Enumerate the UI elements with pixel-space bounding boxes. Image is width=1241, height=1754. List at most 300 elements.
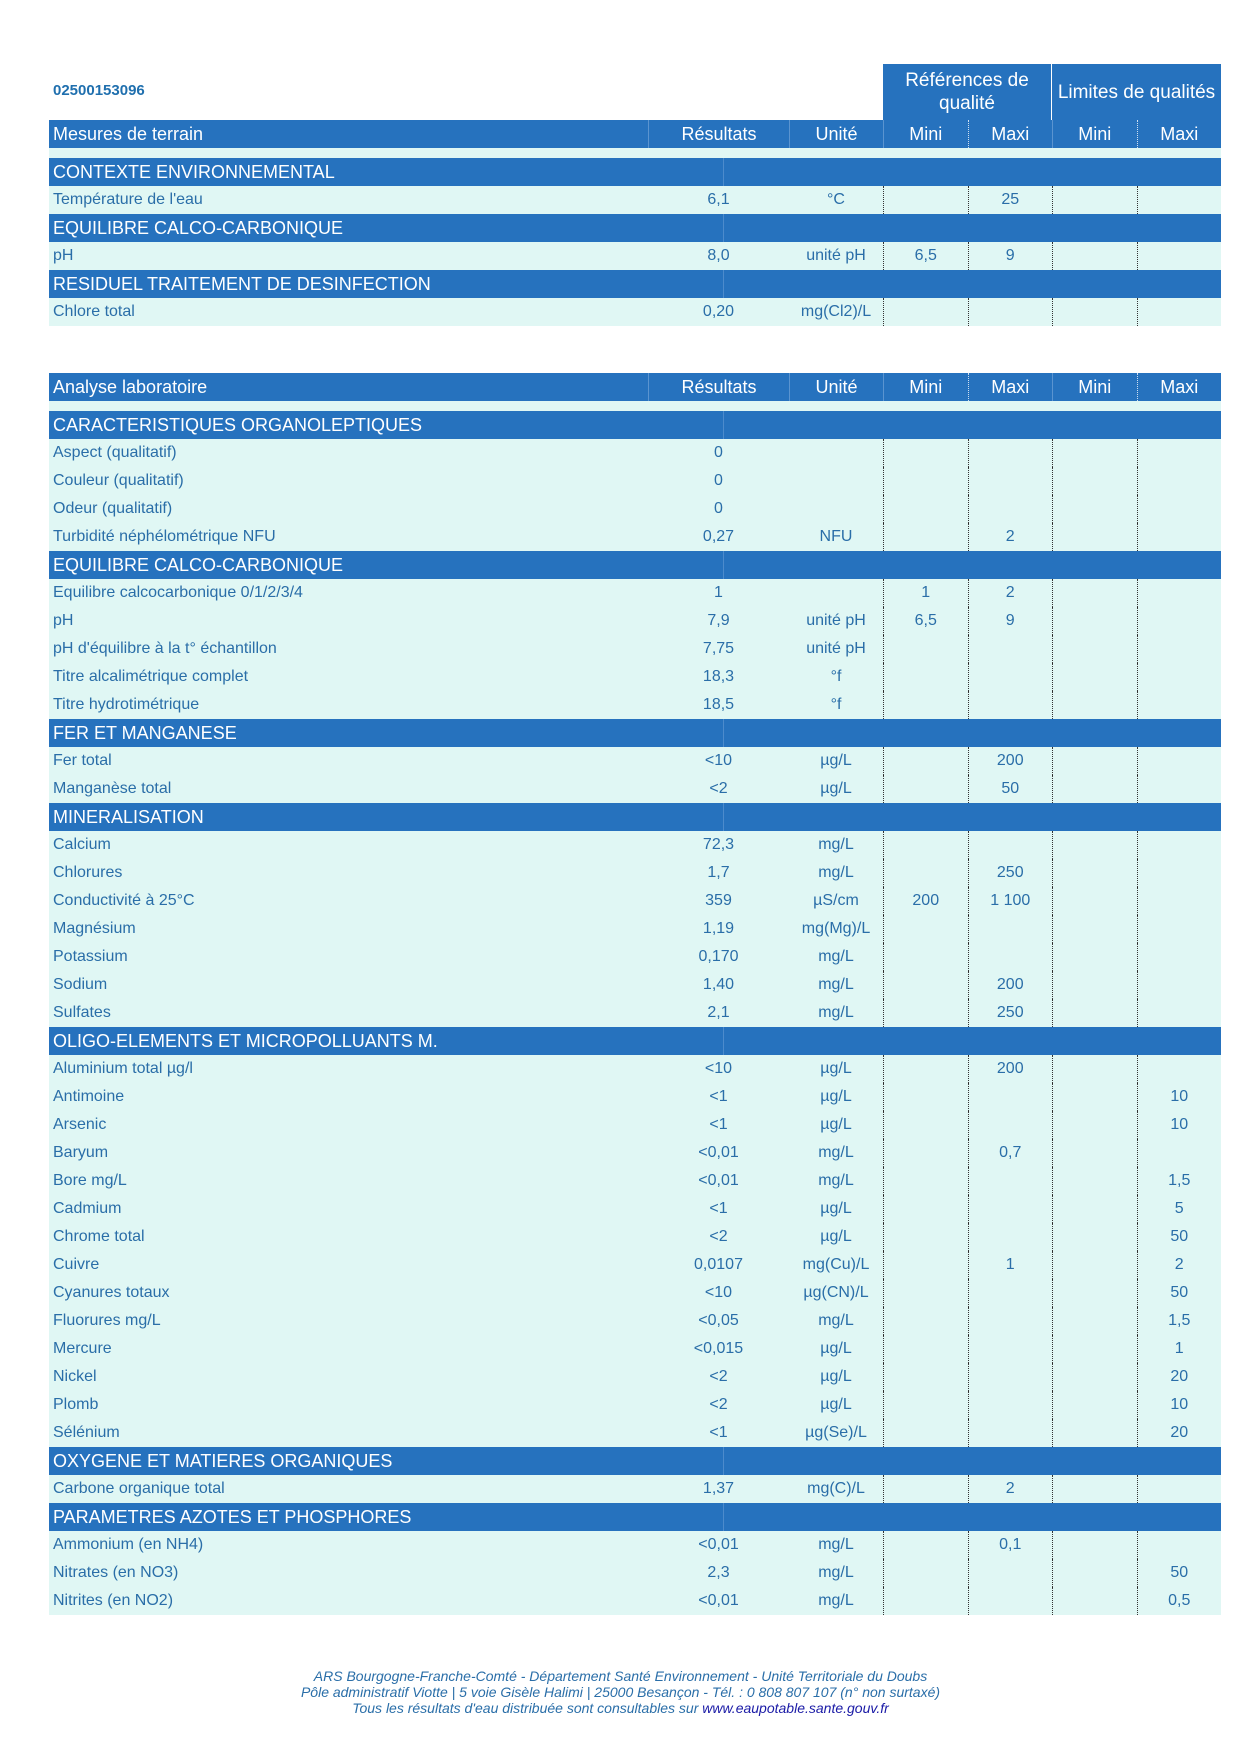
result-cell: 8,0 bbox=[707, 247, 730, 264]
ref-maxi-cell bbox=[968, 495, 1053, 523]
table-row bbox=[49, 943, 1221, 971]
table-row bbox=[49, 242, 1221, 270]
parameter-cell: Plomb bbox=[53, 1396, 99, 1413]
ref-maxi-cell: 2 bbox=[968, 579, 1053, 607]
ref-maxi-cell bbox=[968, 1363, 1053, 1391]
table-row bbox=[49, 1335, 1221, 1363]
limit-maxi-cell bbox=[1137, 859, 1222, 887]
parameter-cell: pH bbox=[53, 247, 74, 264]
result-cell: 7,9 bbox=[707, 612, 730, 629]
limit-maxi-cell bbox=[1137, 1139, 1222, 1167]
ref-mini-cell bbox=[883, 831, 968, 859]
limit-mini-cell bbox=[1052, 1195, 1137, 1223]
ref-mini-cell bbox=[883, 663, 968, 691]
ref-mini-cell bbox=[883, 1531, 968, 1559]
limit-maxi-cell bbox=[1137, 943, 1222, 971]
section-header bbox=[49, 1447, 1221, 1475]
ref-mini-cell bbox=[883, 1335, 968, 1363]
limit-maxi-cell bbox=[1137, 1531, 1222, 1559]
limit-maxi-cell bbox=[1137, 467, 1222, 495]
limit-maxi-cell bbox=[1137, 495, 1222, 523]
section-title: EQUILIBRE CALCO-CARBONIQUE bbox=[49, 551, 724, 579]
limit-maxi-cell bbox=[1137, 523, 1222, 551]
parameter-cell: Antimoine bbox=[53, 1088, 125, 1105]
limit-mini-cell bbox=[1052, 691, 1137, 719]
ref-mini-cell bbox=[883, 1307, 968, 1335]
header-ref-maxi: Maxi bbox=[968, 373, 1053, 401]
limit-maxi-cell bbox=[1137, 298, 1222, 326]
limit-maxi-cell: 20 bbox=[1137, 1363, 1222, 1391]
result-cell: 18,3 bbox=[702, 668, 735, 685]
parameter-cell: Titre alcalimétrique complet bbox=[53, 668, 249, 685]
parameter-cell: Couleur (qualitatif) bbox=[53, 472, 184, 489]
ref-maxi-cell bbox=[968, 1559, 1053, 1587]
footer-line-3: Tous les résultats d'eau distribuée sont consultables sur bbox=[352, 1700, 703, 1716]
unit-cell: µg(Se)/L bbox=[805, 1424, 867, 1441]
section-title: CARACTERISTIQUES ORGANOLEPTIQUES bbox=[49, 411, 724, 439]
section-header bbox=[49, 158, 1221, 186]
unit-cell: mg/L bbox=[818, 836, 854, 853]
limit-mini-cell bbox=[1052, 663, 1137, 691]
section-header bbox=[49, 270, 1221, 298]
ref-mini-cell bbox=[883, 1251, 968, 1279]
limit-maxi-cell: 0,5 bbox=[1137, 1587, 1222, 1615]
unit-cell: mg/L bbox=[818, 1592, 854, 1609]
limit-maxi-cell bbox=[1137, 242, 1222, 270]
ref-maxi-cell bbox=[968, 1391, 1053, 1419]
parameter-cell: Carbone organique total bbox=[53, 1480, 225, 1497]
limit-maxi-cell bbox=[1137, 747, 1222, 775]
table-row bbox=[49, 1111, 1221, 1139]
result-cell: 0,170 bbox=[698, 948, 739, 965]
parameter-cell: Nickel bbox=[53, 1368, 97, 1385]
ref-mini-cell bbox=[883, 999, 968, 1027]
limit-maxi-cell bbox=[1137, 607, 1222, 635]
table-row bbox=[49, 1139, 1221, 1167]
limit-maxi-cell bbox=[1137, 887, 1222, 915]
header-unit: Unité bbox=[789, 373, 883, 401]
limit-mini-cell bbox=[1052, 495, 1137, 523]
parameter-cell: Mercure bbox=[53, 1340, 112, 1357]
limit-mini-cell bbox=[1052, 439, 1137, 467]
table-header-row bbox=[49, 120, 1221, 148]
parameter-cell: Nitrates (en NO3) bbox=[53, 1564, 179, 1581]
limit-maxi-cell bbox=[1137, 663, 1222, 691]
limit-maxi-cell: 10 bbox=[1137, 1391, 1222, 1419]
table-row bbox=[49, 1055, 1221, 1083]
ref-mini-cell bbox=[883, 439, 968, 467]
header-unit: Unité bbox=[789, 120, 883, 148]
limit-mini-cell bbox=[1052, 1391, 1137, 1419]
parameter-cell: Aluminium total µg/l bbox=[53, 1060, 193, 1077]
section-title: RESIDUEL TRAITEMENT DE DESINFECTION bbox=[49, 270, 724, 298]
limites-qualite-header: Limites de qualités bbox=[1052, 64, 1221, 120]
ref-mini-cell: 6,5 bbox=[883, 242, 968, 270]
unit-cell: µg/L bbox=[820, 1200, 852, 1217]
result-cell: 1,40 bbox=[702, 976, 735, 993]
parameter-cell: Sulfates bbox=[53, 1004, 111, 1021]
limit-maxi-cell bbox=[1137, 775, 1222, 803]
table-row bbox=[49, 859, 1221, 887]
result-cell: <1 bbox=[709, 1116, 728, 1133]
section-header bbox=[49, 551, 1221, 579]
ref-mini-cell bbox=[883, 1111, 968, 1139]
ref-mini-cell bbox=[883, 1363, 968, 1391]
unit-cell: µg/L bbox=[820, 780, 852, 797]
result-cell: <0,01 bbox=[698, 1536, 739, 1553]
section-title: MINERALISATION bbox=[49, 803, 724, 831]
ref-mini-cell bbox=[883, 1419, 968, 1447]
ref-maxi-cell: 9 bbox=[968, 607, 1053, 635]
ref-mini-cell bbox=[883, 747, 968, 775]
ref-mini-cell bbox=[883, 1223, 968, 1251]
limit-mini-cell bbox=[1052, 859, 1137, 887]
result-cell: <1 bbox=[709, 1088, 728, 1105]
limit-mini-cell bbox=[1052, 467, 1137, 495]
ref-maxi-cell bbox=[968, 635, 1053, 663]
parameter-cell: Conductivité à 25°C bbox=[53, 892, 195, 909]
header-ref-mini: Mini bbox=[883, 373, 968, 401]
ref-mini-cell bbox=[883, 495, 968, 523]
result-cell: <0,015 bbox=[693, 1340, 744, 1357]
limit-mini-cell bbox=[1052, 635, 1137, 663]
result-cell: 0 bbox=[714, 472, 723, 489]
table-row bbox=[49, 1391, 1221, 1419]
result-cell: 1,37 bbox=[702, 1480, 735, 1497]
ref-maxi-cell: 0,1 bbox=[968, 1531, 1053, 1559]
ref-maxi-cell bbox=[968, 1307, 1053, 1335]
unit-cell: mg/L bbox=[818, 1312, 854, 1329]
ref-mini-cell bbox=[883, 635, 968, 663]
spacer bbox=[49, 401, 1221, 411]
unit-cell: °C bbox=[827, 191, 845, 208]
table-row bbox=[49, 999, 1221, 1027]
header-ref-mini: Mini bbox=[883, 120, 968, 148]
header-parameter: Analyse laboratoire bbox=[53, 376, 208, 397]
unit-cell bbox=[789, 439, 883, 467]
result-cell: <10 bbox=[704, 1060, 733, 1077]
ref-mini-cell bbox=[883, 1083, 968, 1111]
table-row bbox=[49, 831, 1221, 859]
limit-maxi-cell: 1 bbox=[1137, 1335, 1222, 1363]
table-row bbox=[49, 887, 1221, 915]
unit-cell: °f bbox=[830, 668, 842, 685]
unit-cell: mg/L bbox=[818, 976, 854, 993]
result-cell: 2,1 bbox=[707, 1004, 730, 1021]
limit-maxi-cell: 1,5 bbox=[1137, 1307, 1222, 1335]
table-row bbox=[49, 915, 1221, 943]
section-title: PARAMETRES AZOTES ET PHOSPHORES bbox=[49, 1503, 724, 1531]
section-header bbox=[49, 803, 1221, 831]
parameter-cell: pH d'équilibre à la t° échantillon bbox=[53, 640, 277, 657]
header-ref-maxi: Maxi bbox=[968, 120, 1053, 148]
ref-mini-cell bbox=[883, 467, 968, 495]
unit-cell: µg(CN)/L bbox=[803, 1284, 869, 1301]
unit-cell: mg(Cl2)/L bbox=[800, 303, 872, 320]
limit-mini-cell bbox=[1052, 943, 1137, 971]
ref-maxi-cell: 1 100 bbox=[968, 887, 1053, 915]
result-cell: 6,1 bbox=[707, 191, 730, 208]
limit-mini-cell bbox=[1052, 1055, 1137, 1083]
result-cell: 0,0107 bbox=[694, 1256, 743, 1273]
limit-maxi-cell bbox=[1137, 439, 1222, 467]
limit-maxi-cell bbox=[1137, 186, 1222, 214]
ref-mini-cell bbox=[883, 775, 968, 803]
unit-cell bbox=[789, 579, 883, 607]
table-row bbox=[49, 467, 1221, 495]
section-title: EQUILIBRE CALCO-CARBONIQUE bbox=[49, 214, 724, 242]
unit-cell: NFU bbox=[819, 528, 853, 545]
limit-mini-cell bbox=[1052, 607, 1137, 635]
ref-mini-cell bbox=[883, 1195, 968, 1223]
ref-maxi-cell bbox=[968, 691, 1053, 719]
parameter-cell: Calcium bbox=[53, 836, 111, 853]
parameter-cell: Bore mg/L bbox=[53, 1172, 127, 1189]
limit-mini-cell bbox=[1052, 775, 1137, 803]
header-result: Résultats bbox=[648, 120, 789, 148]
unit-cell: mg/L bbox=[818, 948, 854, 965]
header-limit-mini: Mini bbox=[1052, 120, 1137, 148]
section-header bbox=[49, 719, 1221, 747]
limit-maxi-cell bbox=[1137, 579, 1222, 607]
ref-maxi-cell bbox=[968, 915, 1053, 943]
limit-mini-cell bbox=[1052, 971, 1137, 999]
table-row bbox=[49, 607, 1221, 635]
parameter-cell: Sélénium bbox=[53, 1424, 120, 1441]
table-row bbox=[49, 663, 1221, 691]
ref-maxi-cell bbox=[968, 1335, 1053, 1363]
ref-maxi-cell: 2 bbox=[968, 523, 1053, 551]
limit-maxi-cell: 2 bbox=[1137, 1251, 1222, 1279]
limit-mini-cell bbox=[1052, 1307, 1137, 1335]
parameter-cell: Fer total bbox=[53, 752, 112, 769]
result-cell: 0,20 bbox=[702, 303, 735, 320]
result-cell: <1 bbox=[709, 1200, 728, 1217]
header-limit-mini: Mini bbox=[1052, 373, 1137, 401]
ref-maxi-cell bbox=[968, 1083, 1053, 1111]
unit-cell: µg/L bbox=[820, 1088, 852, 1105]
table-row bbox=[49, 1223, 1221, 1251]
table-row bbox=[49, 1587, 1221, 1615]
result-cell: <0,05 bbox=[698, 1312, 739, 1329]
unit-cell: µg/L bbox=[820, 1396, 852, 1413]
table-row bbox=[49, 1531, 1221, 1559]
ref-mini-cell bbox=[883, 1055, 968, 1083]
limit-maxi-cell bbox=[1137, 691, 1222, 719]
unit-cell: µg/L bbox=[820, 1228, 852, 1245]
unit-cell: unité pH bbox=[806, 612, 866, 629]
result-cell: 2,3 bbox=[707, 1564, 730, 1581]
result-cell: <0,01 bbox=[698, 1592, 739, 1609]
table-row bbox=[49, 579, 1221, 607]
ref-maxi-cell bbox=[968, 1195, 1053, 1223]
result-cell: <0,01 bbox=[698, 1172, 739, 1189]
section-title: OLIGO-ELEMENTS ET MICROPOLLUANTS M. bbox=[49, 1027, 724, 1055]
limit-mini-cell bbox=[1052, 1251, 1137, 1279]
ref-maxi-cell: 1 bbox=[968, 1251, 1053, 1279]
unit-cell: mg/L bbox=[818, 1564, 854, 1581]
unit-cell bbox=[789, 467, 883, 495]
ref-maxi-cell: 200 bbox=[968, 971, 1053, 999]
ref-mini-cell: 200 bbox=[883, 887, 968, 915]
ref-mini-cell bbox=[883, 859, 968, 887]
ref-maxi-cell bbox=[968, 1167, 1053, 1195]
ref-mini-cell bbox=[883, 186, 968, 214]
unit-cell: unité pH bbox=[806, 247, 866, 264]
parameter-cell: Odeur (qualitatif) bbox=[53, 500, 173, 517]
unit-cell: °f bbox=[830, 696, 842, 713]
limit-mini-cell bbox=[1052, 831, 1137, 859]
table-header-row bbox=[49, 373, 1221, 401]
ref-maxi-cell bbox=[968, 831, 1053, 859]
table-row bbox=[49, 691, 1221, 719]
limit-maxi-cell: 10 bbox=[1137, 1111, 1222, 1139]
table-row bbox=[49, 523, 1221, 551]
section-title: FER ET MANGANESE bbox=[49, 719, 724, 747]
limit-mini-cell bbox=[1052, 1167, 1137, 1195]
ref-mini-cell: 6,5 bbox=[883, 607, 968, 635]
result-cell: 0 bbox=[714, 500, 723, 517]
limit-mini-cell bbox=[1052, 1111, 1137, 1139]
parameter-cell: Potassium bbox=[53, 948, 128, 965]
limit-mini-cell bbox=[1052, 523, 1137, 551]
eaupotable-link[interactable]: www.eaupotable.sante.gouv.fr bbox=[702, 1700, 889, 1716]
table-row bbox=[49, 1559, 1221, 1587]
parameter-cell: Magnésium bbox=[53, 920, 136, 937]
unit-cell: µg/L bbox=[820, 1116, 852, 1133]
limit-maxi-cell: 1,5 bbox=[1137, 1167, 1222, 1195]
ref-mini-cell bbox=[883, 523, 968, 551]
parameter-cell: Cadmium bbox=[53, 1200, 122, 1217]
result-cell: 1,7 bbox=[707, 864, 730, 881]
ref-mini-cell bbox=[883, 298, 968, 326]
parameter-cell: Sodium bbox=[53, 976, 108, 993]
table-row bbox=[49, 775, 1221, 803]
limit-maxi-cell: 50 bbox=[1137, 1223, 1222, 1251]
limit-mini-cell bbox=[1052, 1587, 1137, 1615]
unit-cell: mg/L bbox=[818, 864, 854, 881]
table-row bbox=[49, 1419, 1221, 1447]
parameter-cell: Nitrites (en NO2) bbox=[53, 1592, 174, 1609]
ref-maxi-cell: 250 bbox=[968, 999, 1053, 1027]
ref-mini-cell bbox=[883, 1279, 968, 1307]
limit-maxi-cell bbox=[1137, 635, 1222, 663]
limit-maxi-cell bbox=[1137, 1055, 1222, 1083]
parameter-cell: Fluorures mg/L bbox=[53, 1312, 161, 1329]
limit-mini-cell bbox=[1052, 1475, 1137, 1503]
result-cell: <2 bbox=[709, 1368, 728, 1385]
unit-cell: mg/L bbox=[818, 1004, 854, 1021]
result-cell: <10 bbox=[704, 1284, 733, 1301]
terrain-table bbox=[49, 120, 1221, 326]
result-cell: 359 bbox=[705, 892, 732, 909]
ref-mini-cell bbox=[883, 1391, 968, 1419]
unit-cell: µg/L bbox=[820, 1060, 852, 1077]
result-cell: <2 bbox=[709, 780, 728, 797]
ref-maxi-cell bbox=[968, 467, 1053, 495]
ref-maxi-cell: 250 bbox=[968, 859, 1053, 887]
parameter-cell: Température de l'eau bbox=[53, 191, 203, 208]
section-header bbox=[49, 1503, 1221, 1531]
table-row bbox=[49, 1363, 1221, 1391]
ref-maxi-cell: 200 bbox=[968, 747, 1053, 775]
header-parameter: Mesures de terrain bbox=[53, 123, 204, 144]
ref-mini-cell bbox=[883, 1475, 968, 1503]
unit-cell: mg/L bbox=[818, 1144, 854, 1161]
result-cell: 0 bbox=[714, 444, 723, 461]
parameter-cell: Manganèse total bbox=[53, 780, 172, 797]
ref-mini-cell: 1 bbox=[883, 579, 968, 607]
laboratoire-table bbox=[49, 373, 1221, 1615]
limit-mini-cell bbox=[1052, 887, 1137, 915]
section-header bbox=[49, 214, 1221, 242]
ref-maxi-cell bbox=[968, 1279, 1053, 1307]
unit-cell: unité pH bbox=[806, 640, 866, 657]
ref-maxi-cell bbox=[968, 943, 1053, 971]
limit-maxi-cell: 50 bbox=[1137, 1559, 1222, 1587]
unit-cell: µg/L bbox=[820, 1340, 852, 1357]
unit-cell: mg(C)/L bbox=[807, 1480, 865, 1497]
parameter-cell: Aspect (qualitatif) bbox=[53, 444, 177, 461]
limit-mini-cell bbox=[1052, 1363, 1137, 1391]
table-row bbox=[49, 1251, 1221, 1279]
unit-cell: mg/L bbox=[818, 1536, 854, 1553]
parameter-cell: Ammonium (en NH4) bbox=[53, 1536, 204, 1553]
unit-cell: µS/cm bbox=[813, 892, 859, 909]
parameter-cell: Cyanures totaux bbox=[53, 1284, 170, 1301]
limit-mini-cell bbox=[1052, 915, 1137, 943]
ref-mini-cell bbox=[883, 1167, 968, 1195]
table-row bbox=[49, 439, 1221, 467]
ref-maxi-cell bbox=[968, 663, 1053, 691]
limit-mini-cell bbox=[1052, 1419, 1137, 1447]
parameter-cell: Titre hydrotimétrique bbox=[53, 696, 200, 713]
ref-mini-cell bbox=[883, 691, 968, 719]
limit-mini-cell bbox=[1052, 1335, 1137, 1363]
result-cell: 1 bbox=[714, 584, 723, 601]
table-row bbox=[49, 186, 1221, 214]
limit-mini-cell bbox=[1052, 242, 1137, 270]
table-row bbox=[49, 635, 1221, 663]
limit-mini-cell bbox=[1052, 298, 1137, 326]
limit-maxi-cell bbox=[1137, 971, 1222, 999]
result-cell: <0,01 bbox=[698, 1144, 739, 1161]
limit-maxi-cell bbox=[1137, 999, 1222, 1027]
ref-mini-cell bbox=[883, 1139, 968, 1167]
parameter-cell: Equilibre calcocarbonique 0/1/2/3/4 bbox=[53, 584, 303, 601]
result-cell: <1 bbox=[709, 1424, 728, 1441]
ref-maxi-cell bbox=[968, 298, 1053, 326]
limit-mini-cell bbox=[1052, 186, 1137, 214]
table-row bbox=[49, 1195, 1221, 1223]
ref-maxi-cell: 9 bbox=[968, 242, 1053, 270]
limit-mini-cell bbox=[1052, 1139, 1137, 1167]
ref-maxi-cell: 25 bbox=[968, 186, 1053, 214]
parameter-cell: Chrome total bbox=[53, 1228, 145, 1245]
section-title: OXYGENE ET MATIERES ORGANIQUES bbox=[49, 1447, 724, 1475]
table-row bbox=[49, 1083, 1221, 1111]
ref-maxi-cell bbox=[968, 1419, 1053, 1447]
result-cell: 72,3 bbox=[702, 836, 735, 853]
limit-mini-cell bbox=[1052, 1279, 1137, 1307]
spacer bbox=[49, 148, 1221, 158]
result-cell: 7,75 bbox=[702, 640, 735, 657]
table-row bbox=[49, 1307, 1221, 1335]
ref-maxi-cell: 50 bbox=[968, 775, 1053, 803]
ref-maxi-cell bbox=[968, 1223, 1053, 1251]
parameter-cell: Turbidité néphélométrique NFU bbox=[53, 528, 276, 545]
ref-maxi-cell bbox=[968, 439, 1053, 467]
